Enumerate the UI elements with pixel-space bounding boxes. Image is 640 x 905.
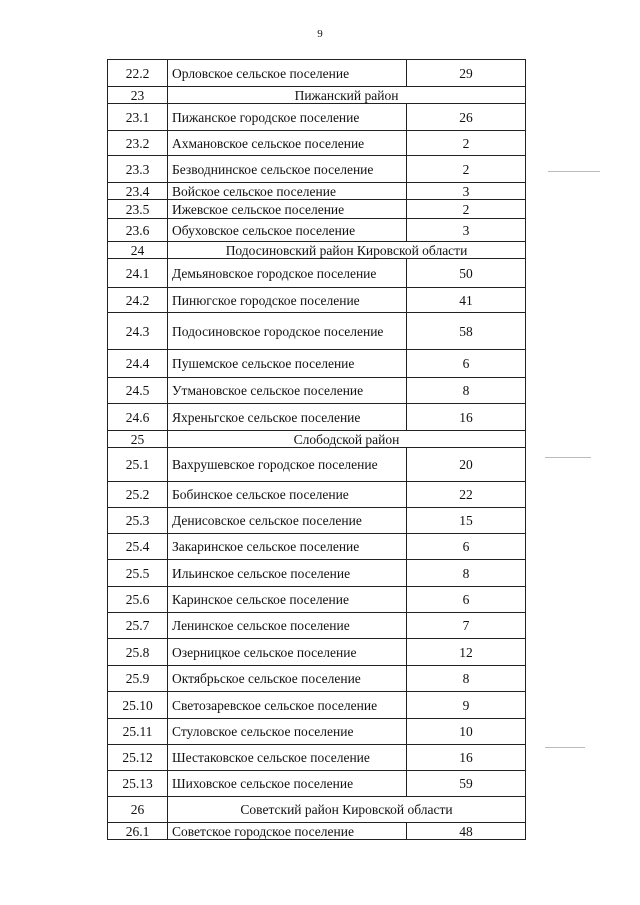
row-number: 24.3	[108, 313, 168, 350]
settlement-value: 59	[407, 771, 526, 797]
settlement-value: 8	[407, 666, 526, 692]
settlement-row	[108, 404, 526, 431]
settlement-row	[108, 156, 526, 183]
settlement-name: Войское сельское поселение	[168, 183, 407, 200]
row-number: 24.1	[108, 259, 168, 288]
settlement-row	[108, 692, 526, 719]
row-number: 24.6	[108, 404, 168, 431]
settlement-name: Вахрушевское городское поселение	[168, 448, 407, 482]
settlement-name: Демьяновское городское поселение	[168, 259, 407, 288]
settlement-value: 26	[407, 104, 526, 131]
row-number: 23.3	[108, 156, 168, 183]
settlement-value: 2	[407, 200, 526, 219]
scan-artifact	[545, 457, 591, 458]
settlement-name: Ижевское сельское поселение	[168, 200, 407, 219]
settlement-row	[108, 448, 526, 482]
settlement-row	[108, 534, 526, 560]
settlement-row	[108, 613, 526, 639]
settlement-name: Закаринское сельское поселение	[168, 534, 407, 560]
settlement-row	[108, 131, 526, 156]
settlement-name: Безводнинское сельское поселение	[168, 156, 407, 183]
row-number: 25.10	[108, 692, 168, 719]
settlement-value: 3	[407, 219, 526, 242]
scan-artifact	[545, 747, 585, 748]
page-number: 9	[317, 28, 323, 40]
row-number: 25.9	[108, 666, 168, 692]
settlement-name: Каринское сельское поселение	[168, 587, 407, 613]
settlement-row	[108, 639, 526, 666]
settlement-name: Шестаковское сельское поселение	[168, 745, 407, 771]
settlement-name: Яхреньгское сельское поселение	[168, 404, 407, 431]
settlement-name: Пижанское городское поселение	[168, 104, 407, 131]
district-number: 24	[108, 242, 168, 259]
settlement-value: 3	[407, 183, 526, 200]
settlement-name: Октябрьское сельское поселение	[168, 666, 407, 692]
row-number: 25.12	[108, 745, 168, 771]
row-number: 25.13	[108, 771, 168, 797]
settlement-row	[108, 350, 526, 378]
settlement-value: 7	[407, 613, 526, 639]
settlement-name: Шиховское сельское поселение	[168, 771, 407, 797]
settlement-row	[108, 719, 526, 745]
row-number: 23.4	[108, 183, 168, 200]
settlement-value: 16	[407, 404, 526, 431]
settlement-row	[108, 587, 526, 613]
settlement-row	[108, 745, 526, 771]
settlement-name: Светозаревское сельское поселение	[168, 692, 407, 719]
row-number: 23.5	[108, 200, 168, 219]
settlement-name: Орловское сельское поселение	[168, 60, 407, 87]
settlement-value: 6	[407, 587, 526, 613]
settlement-value: 41	[407, 288, 526, 313]
row-number: 23.6	[108, 219, 168, 242]
row-number: 24.4	[108, 350, 168, 378]
settlement-name: Ахмановское сельское поселение	[168, 131, 407, 156]
settlement-row	[108, 313, 526, 350]
settlement-value: 29	[407, 60, 526, 87]
settlement-value: 12	[407, 639, 526, 666]
settlement-value: 6	[407, 350, 526, 378]
scan-artifact	[548, 171, 600, 172]
settlement-name: Озерницкое сельское поселение	[168, 639, 407, 666]
district-header-row	[108, 242, 526, 259]
settlement-value: 10	[407, 719, 526, 745]
row-number: 24.2	[108, 288, 168, 313]
settlement-row	[108, 666, 526, 692]
settlement-name: Утмановское сельское поселение	[168, 378, 407, 404]
settlement-value: 2	[407, 156, 526, 183]
settlement-name: Подосиновское городское поселение	[168, 313, 407, 350]
district-header-row	[108, 87, 526, 104]
settlement-value: 22	[407, 482, 526, 508]
row-number: 22.2	[108, 60, 168, 87]
row-number: 25.1	[108, 448, 168, 482]
settlement-value: 48	[407, 823, 526, 840]
settlement-value: 16	[407, 745, 526, 771]
settlement-name: Пинюгское городское поселение	[168, 288, 407, 313]
settlement-row	[108, 378, 526, 404]
settlement-name: Обуховское сельское поселение	[168, 219, 407, 242]
settlement-name: Советское городское поселение	[168, 823, 407, 840]
row-number: 23.2	[108, 131, 168, 156]
settlement-row	[108, 104, 526, 131]
settlement-row	[108, 482, 526, 508]
row-number: 25.5	[108, 560, 168, 587]
district-header-row	[108, 431, 526, 448]
settlement-name: Бобинское сельское поселение	[168, 482, 407, 508]
settlement-row	[108, 200, 526, 219]
settlement-name: Денисовское сельское поселение	[168, 508, 407, 534]
settlement-name: Ленинское сельское поселение	[168, 613, 407, 639]
district-number: 25	[108, 431, 168, 448]
settlement-row	[108, 288, 526, 313]
settlement-value: 8	[407, 560, 526, 587]
row-number: 25.7	[108, 613, 168, 639]
row-number: 25.8	[108, 639, 168, 666]
row-number: 25.6	[108, 587, 168, 613]
settlement-value: 9	[407, 692, 526, 719]
row-number: 25.2	[108, 482, 168, 508]
settlement-row	[108, 60, 526, 87]
row-number: 25.3	[108, 508, 168, 534]
settlement-value: 15	[407, 508, 526, 534]
settlement-value: 58	[407, 313, 526, 350]
district-number: 23	[108, 87, 168, 104]
settlement-value: 6	[407, 534, 526, 560]
district-name: Пижанский район	[168, 87, 526, 104]
settlement-row	[108, 560, 526, 587]
settlement-name: Пушемское сельское поселение	[168, 350, 407, 378]
settlement-name: Ильинское сельское поселение	[168, 560, 407, 587]
settlement-row	[108, 771, 526, 797]
row-number: 25.11	[108, 719, 168, 745]
settlement-value: 50	[407, 259, 526, 288]
district-name: Советский район Кировской области	[168, 797, 526, 823]
settlement-name: Стуловское сельское поселение	[168, 719, 407, 745]
row-number: 26.1	[108, 823, 168, 840]
district-number: 26	[108, 797, 168, 823]
settlement-row	[108, 219, 526, 242]
row-number: 23.1	[108, 104, 168, 131]
settlement-row	[108, 823, 526, 840]
settlement-value: 2	[407, 131, 526, 156]
row-number: 25.4	[108, 534, 168, 560]
district-header-row	[108, 797, 526, 823]
settlements-table	[107, 59, 526, 840]
settlement-row	[108, 259, 526, 288]
district-name: Подосиновский район Кировской области	[168, 242, 526, 259]
settlement-row	[108, 508, 526, 534]
settlement-row	[108, 183, 526, 200]
row-number: 24.5	[108, 378, 168, 404]
district-name: Слободской район	[168, 431, 526, 448]
settlement-value: 20	[407, 448, 526, 482]
settlement-value: 8	[407, 378, 526, 404]
